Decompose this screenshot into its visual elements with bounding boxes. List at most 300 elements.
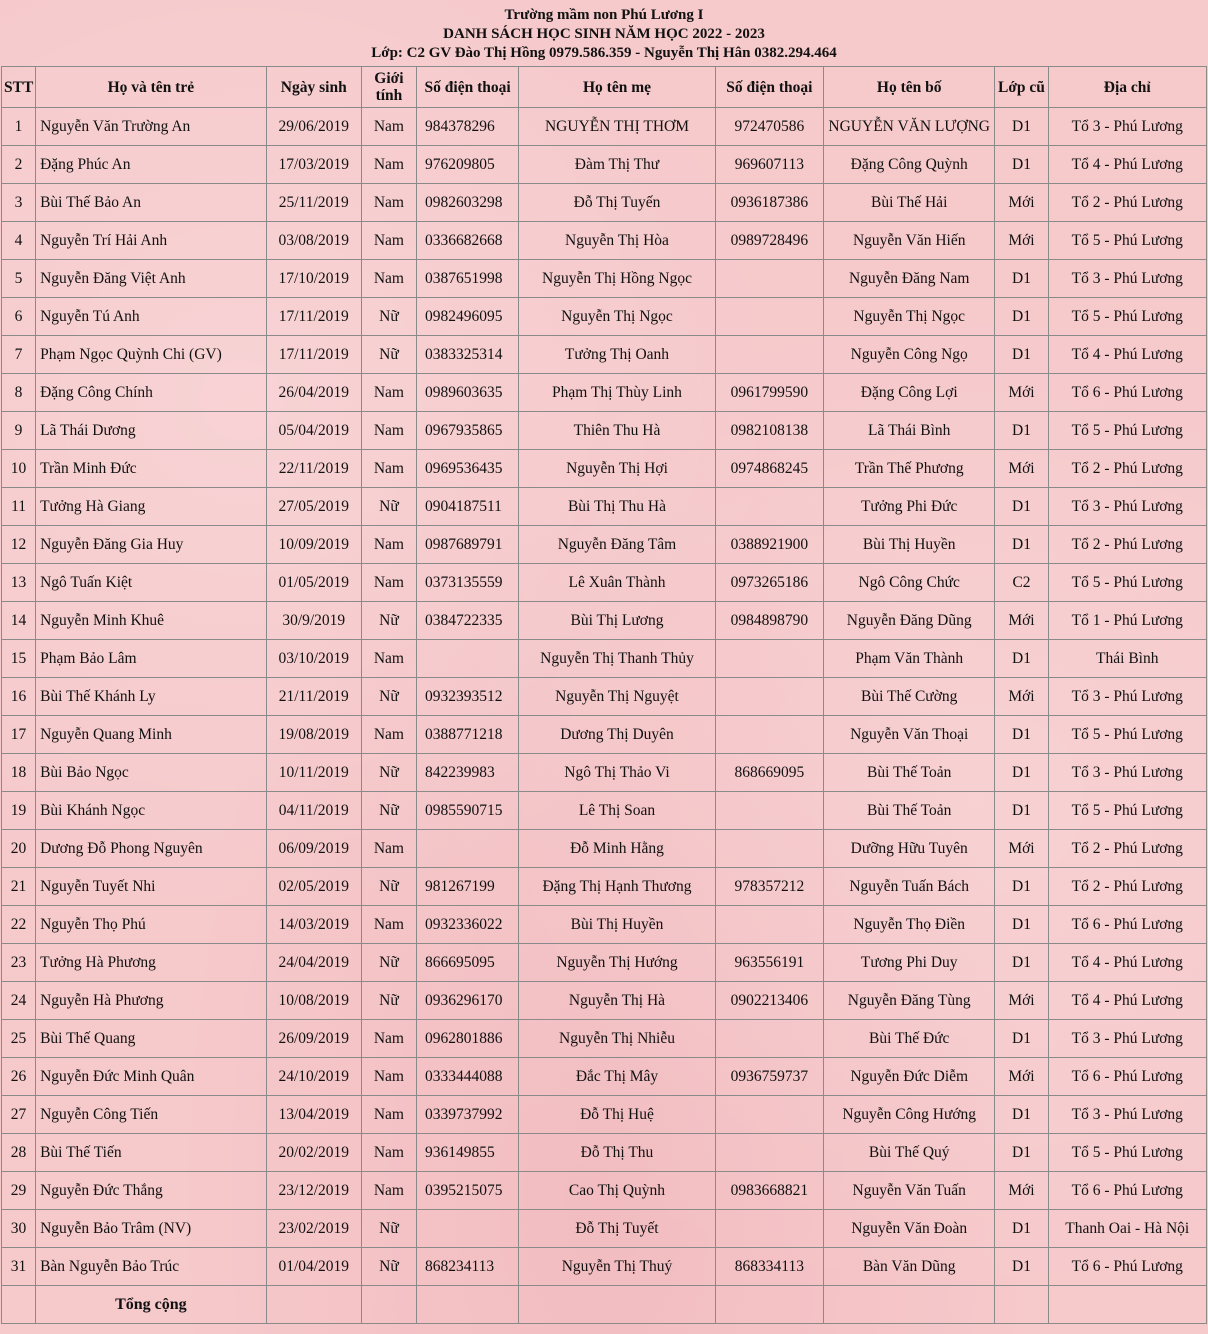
mother-name-cell: Bùi Thị Huyền [519, 906, 715, 944]
document-title: DANH SÁCH HỌC SINH NĂM HỌC 2022 - 2023 [443, 26, 765, 42]
birthdate-cell: 03/08/2019 [266, 222, 361, 260]
birthdate-cell: 19/08/2019 [266, 716, 361, 754]
child-name-cell: Nguyễn Đăng Gia Huy [36, 526, 267, 564]
phone-2-cell: 963556191 [715, 944, 823, 982]
address-cell: Tổ 5 - Phú Lương [1048, 564, 1206, 602]
mother-name-cell: Đỗ Thị Tuyến [519, 184, 715, 222]
address-cell: Tổ 2 - Phú Lương [1048, 450, 1206, 488]
birthdate-cell: 10/11/2019 [266, 754, 361, 792]
child-name-cell: Nguyễn Tú Anh [36, 298, 267, 336]
father-name-cell: Nguyễn Đăng Nam [824, 260, 995, 298]
old-class-cell: Mới [995, 830, 1048, 868]
father-name-cell: Ngô Công Chức [824, 564, 995, 602]
mother-name-cell: Đặng Thị Hạnh Thương [519, 868, 715, 906]
phone-2-cell: 0961799590 [715, 374, 823, 412]
phone-2-cell [715, 640, 823, 678]
address-cell: Tổ 6 - Phú Lương [1048, 906, 1206, 944]
stt-cell: 24 [2, 982, 36, 1020]
phone-1-cell: 0932393512 [417, 678, 519, 716]
gender-cell: Nam [361, 108, 416, 146]
gender-cell: Nam [361, 1172, 416, 1210]
address-cell: Tổ 6 - Phú Lương [1048, 374, 1206, 412]
gender-cell: Nam [361, 1058, 416, 1096]
total-cell-empty [995, 1286, 1048, 1324]
total-cell-empty [266, 1286, 361, 1324]
table-row [2, 906, 1207, 944]
mother-name-cell: Nguyễn Thị Hướng [519, 944, 715, 982]
table-row [2, 716, 1207, 754]
child-name-cell: Tưởng Hà Giang [36, 488, 267, 526]
old-class-cell: Mới [995, 1172, 1048, 1210]
mother-name-cell: Nguyễn Thị Nguyệt [519, 678, 715, 716]
mother-name-cell: Đỗ Thị Huệ [519, 1096, 715, 1134]
table-row [2, 1210, 1207, 1248]
birthdate-cell: 26/04/2019 [266, 374, 361, 412]
gender-cell: Nữ [361, 754, 416, 792]
address-cell: Tổ 2 - Phú Lương [1048, 868, 1206, 906]
child-name-cell: Dương Đỗ Phong Nguyên [36, 830, 267, 868]
old-class-cell: D1 [995, 1096, 1048, 1134]
phone-2-cell [715, 260, 823, 298]
table-row [2, 1020, 1207, 1058]
table-row [2, 564, 1207, 602]
mother-name-cell: Đỗ Thị Tuyết [519, 1210, 715, 1248]
address-cell: Tổ 4 - Phú Lương [1048, 944, 1206, 982]
mother-name-cell: Đỗ Minh Hằng [519, 830, 715, 868]
stt-cell: 17 [2, 716, 36, 754]
mother-name-cell: Nguyễn Thị Ngọc [519, 298, 715, 336]
old-class-cell: D1 [995, 1020, 1048, 1058]
child-name-cell: Bùi Thế Khánh Ly [36, 678, 267, 716]
stt-cell: 10 [2, 450, 36, 488]
old-class-cell: D1 [995, 944, 1048, 982]
total-cell-empty [417, 1286, 519, 1324]
stt-cell: 12 [2, 526, 36, 564]
gender-cell: Nữ [361, 982, 416, 1020]
phone-2-cell [715, 792, 823, 830]
address-cell: Tổ 4 - Phú Lương [1048, 146, 1206, 184]
phone-1-cell: 866695095 [417, 944, 519, 982]
table-row [2, 222, 1207, 260]
phone-2-cell: 868669095 [715, 754, 823, 792]
father-name-cell: Trần Thế Phương [824, 450, 995, 488]
phone-1-cell: 0395215075 [417, 1172, 519, 1210]
phone-2-cell: 969607113 [715, 146, 823, 184]
phone-1-cell: 0985590715 [417, 792, 519, 830]
birthdate-cell: 30/9/2019 [266, 602, 361, 640]
table-row [2, 374, 1207, 412]
phone-1-cell: 0982496095 [417, 298, 519, 336]
old-class-cell: D1 [995, 1210, 1048, 1248]
father-name-cell: Bùi Thế Quý [824, 1134, 995, 1172]
col-header-phone-2: Số điện thoại [715, 67, 823, 108]
child-name-cell: Đặng Công Chính [36, 374, 267, 412]
mother-name-cell: Tưởng Thị Oanh [519, 336, 715, 374]
old-class-cell: D1 [995, 336, 1048, 374]
child-name-cell: Ngô Tuấn Kiệt [36, 564, 267, 602]
phone-2-cell [715, 1134, 823, 1172]
phone-2-cell [715, 1210, 823, 1248]
total-cell-empty [361, 1286, 416, 1324]
mother-name-cell: Nguyễn Thị Hợi [519, 450, 715, 488]
father-name-cell: Nguyễn Văn Hiến [824, 222, 995, 260]
phone-1-cell: 0987689791 [417, 526, 519, 564]
stt-cell: 30 [2, 1210, 36, 1248]
father-name-cell: Lã Thái Bình [824, 412, 995, 450]
table-row [2, 412, 1207, 450]
old-class-cell: Mới [995, 222, 1048, 260]
child-name-cell: Nguyễn Đức Thắng [36, 1172, 267, 1210]
gender-cell: Nam [361, 1020, 416, 1058]
birthdate-cell: 14/03/2019 [266, 906, 361, 944]
gender-cell: Nam [361, 374, 416, 412]
table-row [2, 260, 1207, 298]
birthdate-cell: 06/09/2019 [266, 830, 361, 868]
school-name: Trường mầm non Phú Lương I [504, 7, 704, 23]
phone-2-cell [715, 336, 823, 374]
old-class-cell: D1 [995, 640, 1048, 678]
gender-cell: Nam [361, 222, 416, 260]
stt-cell: 26 [2, 1058, 36, 1096]
father-name-cell: Nguyễn Thị Ngọc [824, 298, 995, 336]
child-name-cell: Phạm Ngọc Quỳnh Chi (GV) [36, 336, 267, 374]
phone-1-cell: 984378296 [417, 108, 519, 146]
address-cell: Tổ 3 - Phú Lương [1048, 108, 1206, 146]
phone-1-cell: 0989603635 [417, 374, 519, 412]
total-cell-empty [2, 1286, 36, 1324]
birthdate-cell: 17/10/2019 [266, 260, 361, 298]
child-name-cell: Nguyễn Bảo Trâm (NV) [36, 1210, 267, 1248]
gender-cell: Nam [361, 146, 416, 184]
child-name-cell: Bùi Bảo Ngọc [36, 754, 267, 792]
old-class-cell: D1 [995, 488, 1048, 526]
father-name-cell: Nguyễn Văn Tuấn [824, 1172, 995, 1210]
address-cell: Tổ 2 - Phú Lương [1048, 526, 1206, 564]
phone-2-cell [715, 678, 823, 716]
stt-cell: 5 [2, 260, 36, 298]
gender-cell: Nữ [361, 792, 416, 830]
phone-2-cell [715, 488, 823, 526]
phone-1-cell [417, 640, 519, 678]
father-name-cell: Tương Phi Duy [824, 944, 995, 982]
old-class-cell: D1 [995, 716, 1048, 754]
stt-cell: 9 [2, 412, 36, 450]
gender-cell: Nam [361, 260, 416, 298]
mother-name-cell: Phạm Thị Thùy Linh [519, 374, 715, 412]
father-name-cell: Nguyễn Đăng Tùng [824, 982, 995, 1020]
address-cell: Tổ 5 - Phú Lương [1048, 412, 1206, 450]
total-cell-empty [1048, 1286, 1206, 1324]
gender-cell: Nam [361, 640, 416, 678]
phone-2-cell: 0388921900 [715, 526, 823, 564]
phone-1-cell: 0936296170 [417, 982, 519, 1020]
child-name-cell: Nguyễn Tuyết Nhi [36, 868, 267, 906]
old-class-cell: D1 [995, 1248, 1048, 1286]
mother-name-cell: Cao Thị Quỳnh [519, 1172, 715, 1210]
old-class-cell: D1 [995, 260, 1048, 298]
birthdate-cell: 05/04/2019 [266, 412, 361, 450]
stt-cell: 20 [2, 830, 36, 868]
mother-name-cell: Nguyễn Thị Hà [519, 982, 715, 1020]
birthdate-cell: 26/09/2019 [266, 1020, 361, 1058]
father-name-cell: Nguyễn Tuấn Bách [824, 868, 995, 906]
table-row [2, 1096, 1207, 1134]
table-row [2, 1172, 1207, 1210]
address-cell: Tổ 6 - Phú Lương [1048, 1248, 1206, 1286]
table-row [2, 298, 1207, 336]
address-cell: Tổ 2 - Phú Lương [1048, 830, 1206, 868]
col-header-child-name: Họ và tên trẻ [36, 67, 267, 108]
phone-2-cell: 0936187386 [715, 184, 823, 222]
old-class-cell: D1 [995, 754, 1048, 792]
total-row [2, 1286, 1207, 1324]
phone-1-cell: 0962801886 [417, 1020, 519, 1058]
table-row [2, 184, 1207, 222]
phone-2-cell: 0936759737 [715, 1058, 823, 1096]
stt-cell: 2 [2, 146, 36, 184]
phone-2-cell [715, 1096, 823, 1134]
old-class-cell: Mới [995, 982, 1048, 1020]
mother-name-cell: Lê Xuân Thành [519, 564, 715, 602]
birthdate-cell: 17/11/2019 [266, 298, 361, 336]
stt-cell: 1 [2, 108, 36, 146]
birthdate-cell: 24/10/2019 [266, 1058, 361, 1096]
address-cell: Thái Bình [1048, 640, 1206, 678]
mother-name-cell: Dương Thị Duyên [519, 716, 715, 754]
address-cell: Tổ 3 - Phú Lương [1048, 754, 1206, 792]
mother-name-cell: Lê Thị Soan [519, 792, 715, 830]
child-name-cell: Nguyễn Minh Khuê [36, 602, 267, 640]
phone-2-cell: 0984898790 [715, 602, 823, 640]
father-name-cell: Đặng Công Quỳnh [824, 146, 995, 184]
phone-1-cell: 842239983 [417, 754, 519, 792]
col-header-father-name: Họ tên bố [824, 67, 995, 108]
old-class-cell: Mới [995, 374, 1048, 412]
old-class-cell: D1 [995, 108, 1048, 146]
col-header-mother-name: Họ tên mẹ [519, 67, 715, 108]
child-name-cell: Nguyễn Hà Phương [36, 982, 267, 1020]
gender-cell: Nam [361, 526, 416, 564]
old-class-cell: D1 [995, 412, 1048, 450]
mother-name-cell: Nguyễn Thị Thuý [519, 1248, 715, 1286]
father-name-cell: Nguyễn Công Hướng [824, 1096, 995, 1134]
gender-cell: Nam [361, 830, 416, 868]
phone-1-cell: 0384722335 [417, 602, 519, 640]
mother-name-cell: Ngô Thị Thảo Vi [519, 754, 715, 792]
phone-1-cell: 936149855 [417, 1134, 519, 1172]
table-row [2, 754, 1207, 792]
col-header-stt: STT [2, 67, 36, 108]
birthdate-cell: 04/11/2019 [266, 792, 361, 830]
total-cell-empty [824, 1286, 995, 1324]
mother-name-cell: Nguyễn Thị Thanh Thủy [519, 640, 715, 678]
document-header [0, 0, 1208, 66]
father-name-cell: Nguyễn Đăng Dũng [824, 602, 995, 640]
phone-1-cell: 0373135559 [417, 564, 519, 602]
phone-1-cell [417, 1210, 519, 1248]
phone-2-cell: 0983668821 [715, 1172, 823, 1210]
col-header-birthdate: Ngày sinh [266, 67, 361, 108]
table-row [2, 982, 1207, 1020]
old-class-cell: D1 [995, 526, 1048, 564]
birthdate-cell: 01/04/2019 [266, 1248, 361, 1286]
child-name-cell: Nguyễn Văn Trường An [36, 108, 267, 146]
stt-cell: 23 [2, 944, 36, 982]
table-body [2, 108, 1207, 1286]
mother-name-cell: Nguyễn Thị Nhiễu [519, 1020, 715, 1058]
gender-cell: Nữ [361, 488, 416, 526]
phone-1-cell: 0969536435 [417, 450, 519, 488]
table-row [2, 1134, 1207, 1172]
col-header-phone-1: Số điện thoại [417, 67, 519, 108]
phone-1-cell: 0387651998 [417, 260, 519, 298]
table-row [2, 526, 1207, 564]
student-list-table [1, 66, 1207, 1324]
phone-1-cell: 0388771218 [417, 716, 519, 754]
birthdate-cell: 23/12/2019 [266, 1172, 361, 1210]
phone-1-cell: 0336682668 [417, 222, 519, 260]
old-class-cell: D1 [995, 146, 1048, 184]
address-cell: Tổ 5 - Phú Lương [1048, 222, 1206, 260]
address-cell: Tổ 5 - Phú Lương [1048, 298, 1206, 336]
child-name-cell: Phạm Bảo Lâm [36, 640, 267, 678]
child-name-cell: Bàn Nguyễn Bảo Trúc [36, 1248, 267, 1286]
table-row [2, 944, 1207, 982]
table-row [2, 108, 1207, 146]
father-name-cell: Phạm Văn Thành [824, 640, 995, 678]
old-class-cell: D1 [995, 1134, 1048, 1172]
gender-cell: Nam [361, 564, 416, 602]
mother-name-cell: Nguyễn Đăng Tâm [519, 526, 715, 564]
phone-2-cell: 0989728496 [715, 222, 823, 260]
phone-2-cell: 0902213406 [715, 982, 823, 1020]
gender-cell: Nữ [361, 298, 416, 336]
birthdate-cell: 02/05/2019 [266, 868, 361, 906]
stt-cell: 7 [2, 336, 36, 374]
stt-cell: 18 [2, 754, 36, 792]
gender-cell: Nữ [361, 868, 416, 906]
stt-cell: 22 [2, 906, 36, 944]
phone-1-cell: 0339737992 [417, 1096, 519, 1134]
birthdate-cell: 20/02/2019 [266, 1134, 361, 1172]
birthdate-cell: 17/03/2019 [266, 146, 361, 184]
address-cell: Tổ 5 - Phú Lương [1048, 1134, 1206, 1172]
stt-cell: 21 [2, 868, 36, 906]
child-name-cell: Lã Thái Dương [36, 412, 267, 450]
old-class-cell: Mới [995, 184, 1048, 222]
stt-cell: 31 [2, 1248, 36, 1286]
table-header-row [2, 67, 1207, 108]
phone-1-cell: 0932336022 [417, 906, 519, 944]
phone-1-cell: 0904187511 [417, 488, 519, 526]
stt-cell: 15 [2, 640, 36, 678]
father-name-cell: NGUYỄN VĂN LƯỢNG [824, 108, 995, 146]
child-name-cell: Nguyễn Đăng Việt Anh [36, 260, 267, 298]
stt-cell: 27 [2, 1096, 36, 1134]
child-name-cell: Tưởng Hà Phương [36, 944, 267, 982]
old-class-cell: Mới [995, 678, 1048, 716]
child-name-cell: Nguyễn Thọ Phú [36, 906, 267, 944]
table-row [2, 146, 1207, 184]
old-class-cell: Mới [995, 450, 1048, 488]
address-cell: Tổ 3 - Phú Lương [1048, 1096, 1206, 1134]
mother-name-cell: Nguyễn Thị Hồng Ngọc [519, 260, 715, 298]
phone-2-cell [715, 716, 823, 754]
phone-1-cell: 0982603298 [417, 184, 519, 222]
birthdate-cell: 29/06/2019 [266, 108, 361, 146]
mother-name-cell: NGUYỄN THỊ THƠM [519, 108, 715, 146]
father-name-cell: Nguyễn Thọ Điền [824, 906, 995, 944]
father-name-cell: Nguyễn Đức Diễm [824, 1058, 995, 1096]
old-class-cell: D1 [995, 868, 1048, 906]
phone-1-cell [417, 830, 519, 868]
table-row [2, 1248, 1207, 1286]
stt-cell: 19 [2, 792, 36, 830]
table-row [2, 830, 1207, 868]
father-name-cell: Dưỡng Hữu Tuyên [824, 830, 995, 868]
birthdate-cell: 03/10/2019 [266, 640, 361, 678]
stt-cell: 6 [2, 298, 36, 336]
stt-cell: 11 [2, 488, 36, 526]
gender-cell: Nam [361, 450, 416, 488]
mother-name-cell: Đỗ Thị Thu [519, 1134, 715, 1172]
father-name-cell: Bàn Văn Dũng [824, 1248, 995, 1286]
address-cell: Tổ 3 - Phú Lương [1048, 488, 1206, 526]
address-cell: Tổ 2 - Phú Lương [1048, 184, 1206, 222]
birthdate-cell: 27/05/2019 [266, 488, 361, 526]
stt-cell: 4 [2, 222, 36, 260]
old-class-cell: D1 [995, 298, 1048, 336]
address-cell: Tổ 4 - Phú Lương [1048, 982, 1206, 1020]
address-cell: Tổ 5 - Phú Lương [1048, 716, 1206, 754]
phone-2-cell [715, 298, 823, 336]
phone-1-cell: 868234113 [417, 1248, 519, 1286]
table-row [2, 678, 1207, 716]
mother-name-cell: Đắc Thị Mây [519, 1058, 715, 1096]
stt-cell: 29 [2, 1172, 36, 1210]
class-info: Lớp: C2 GV Đào Thị Hồng 0979.586.359 - Nguyễn Thị Hân 0382.294.464 [371, 45, 837, 61]
birthdate-cell: 24/04/2019 [266, 944, 361, 982]
old-class-cell: Mới [995, 1058, 1048, 1096]
child-name-cell: Bùi Khánh Ngọc [36, 792, 267, 830]
child-name-cell: Bùi Thế Quang [36, 1020, 267, 1058]
father-name-cell: Bùi Thế Toản [824, 754, 995, 792]
birthdate-cell: 10/09/2019 [266, 526, 361, 564]
mother-name-cell: Đàm Thị Thư [519, 146, 715, 184]
father-name-cell: Đặng Công Lợi [824, 374, 995, 412]
phone-1-cell: 0967935865 [417, 412, 519, 450]
birthdate-cell: 22/11/2019 [266, 450, 361, 488]
child-name-cell: Nguyễn Quang Minh [36, 716, 267, 754]
mother-name-cell: Thiên Thu Hà [519, 412, 715, 450]
old-class-cell: D1 [995, 906, 1048, 944]
child-name-cell: Bùi Thế Tiến [36, 1134, 267, 1172]
child-name-cell: Nguyễn Đức Minh Quân [36, 1058, 267, 1096]
father-name-cell: Bùi Thị Huyền [824, 526, 995, 564]
phone-2-cell: 972470586 [715, 108, 823, 146]
address-cell: Tổ 3 - Phú Lương [1048, 1020, 1206, 1058]
phone-1-cell: 0333444088 [417, 1058, 519, 1096]
phone-1-cell: 0383325314 [417, 336, 519, 374]
address-cell: Tổ 5 - Phú Lương [1048, 792, 1206, 830]
gender-cell: Nữ [361, 1210, 416, 1248]
child-name-cell: Đặng Phúc An [36, 146, 267, 184]
phone-2-cell: 0982108138 [715, 412, 823, 450]
phone-2-cell: 868334113 [715, 1248, 823, 1286]
mother-name-cell: Nguyễn Thị Hòa [519, 222, 715, 260]
gender-cell: Nữ [361, 944, 416, 982]
stt-cell: 14 [2, 602, 36, 640]
